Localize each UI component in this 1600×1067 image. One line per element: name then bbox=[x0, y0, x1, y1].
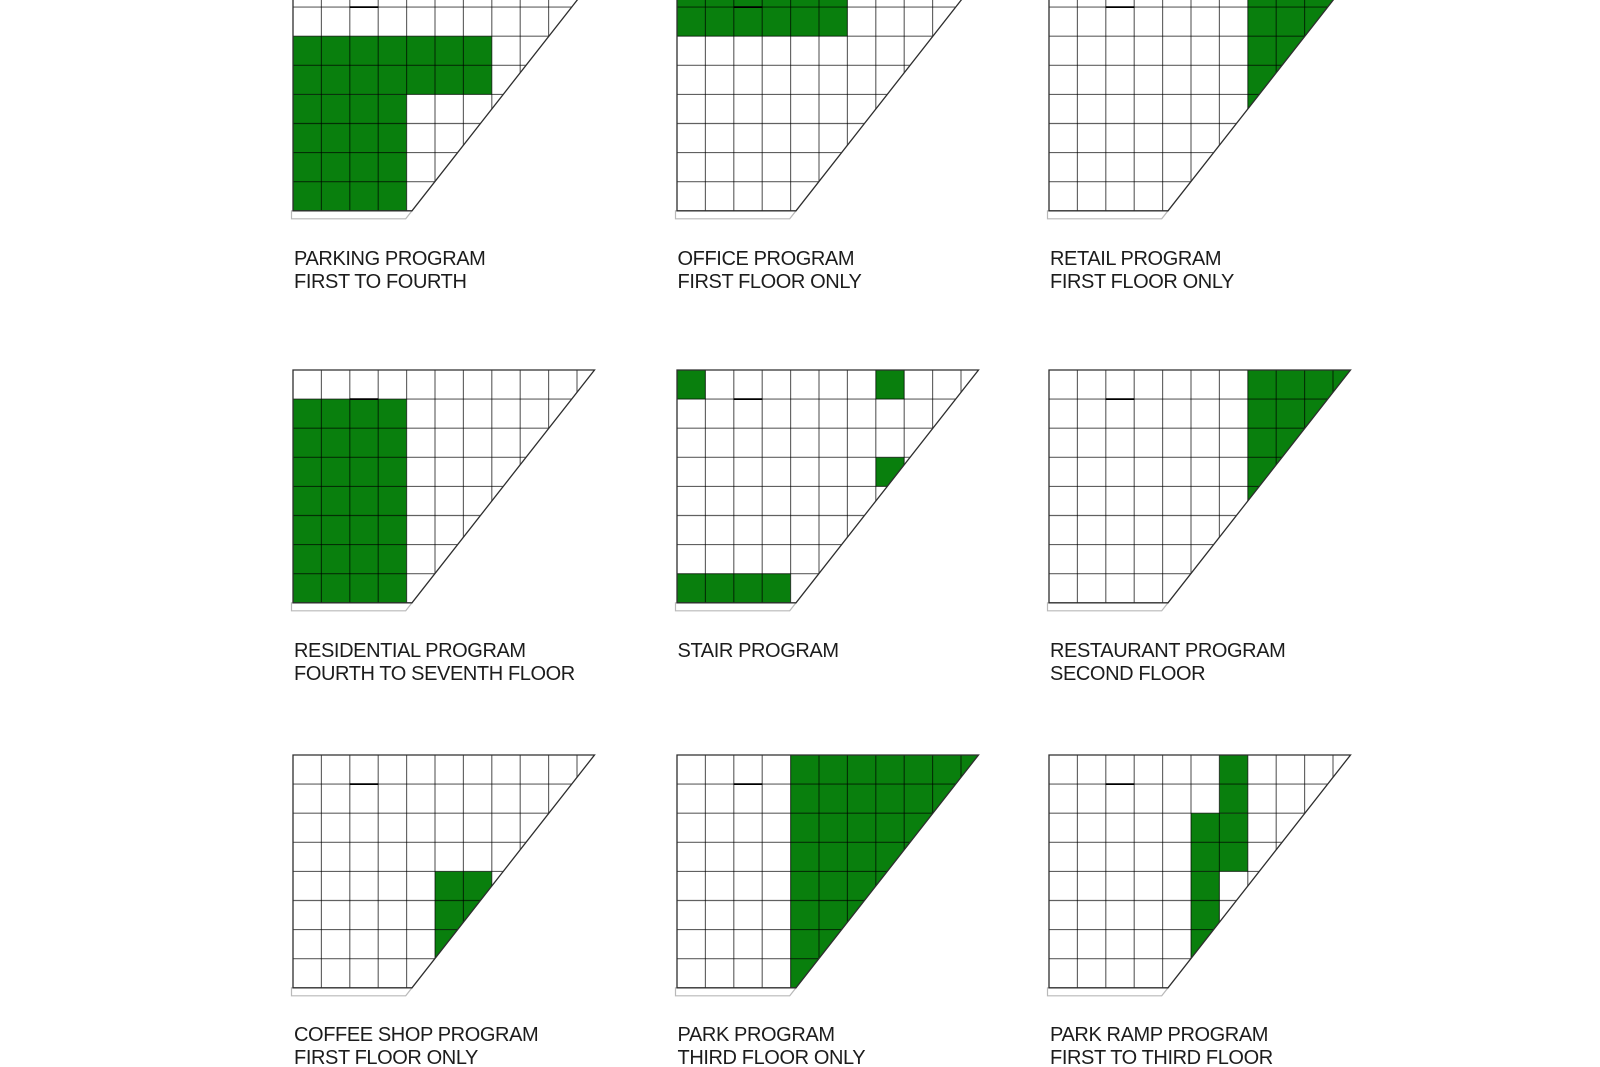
label-line: FIRST TO THIRD FLOOR bbox=[1050, 1047, 1273, 1067]
label-line: OFFICE PROGRAM bbox=[677, 248, 855, 270]
diagram-label-stair bbox=[678, 640, 1038, 663]
parking-floor-grid bbox=[289, 0, 607, 223]
office-floor-grid bbox=[673, 0, 991, 223]
retail-floor-grid bbox=[1045, 0, 1363, 223]
label-line: COFFEE SHOP PROGRAM bbox=[294, 1024, 539, 1046]
label-line: FIRST FLOOR ONLY bbox=[294, 1047, 479, 1067]
label-line: FIRST FLOOR ONLY bbox=[677, 271, 862, 294]
diagram-restaurant bbox=[1045, 366, 1363, 615]
diagram-park bbox=[673, 751, 991, 1000]
diagram-label-park-ramp bbox=[1050, 1024, 1410, 1067]
label-line: PARK RAMP PROGRAM bbox=[1050, 1024, 1269, 1046]
diagram-label-parking bbox=[294, 248, 654, 295]
label-line: FIRST FLOOR ONLY bbox=[1050, 271, 1235, 294]
diagram-label-office bbox=[678, 248, 1038, 295]
diagram-label-coffee-shop bbox=[294, 1024, 654, 1067]
floor-plate-base bbox=[292, 211, 412, 219]
label-line: SECOND FLOOR bbox=[1050, 662, 1206, 685]
restaurant-floor-grid bbox=[1045, 366, 1363, 615]
program-cell-block bbox=[1191, 871, 1219, 958]
floor-plate-base bbox=[292, 988, 412, 996]
label-line: RETAIL PROGRAM bbox=[1050, 248, 1222, 270]
diagram-parking bbox=[289, 0, 607, 223]
diagram-label-residential bbox=[294, 640, 654, 687]
park-floor-grid bbox=[673, 751, 991, 1000]
label-line: PARK PROGRAM bbox=[677, 1024, 835, 1046]
diagram-retail bbox=[1045, 0, 1363, 223]
label-line: FOURTH TO SEVENTH FLOOR bbox=[294, 662, 575, 685]
label-line: RESTAURANT PROGRAM bbox=[1050, 639, 1286, 662]
stair-floor-grid bbox=[673, 366, 991, 615]
program-cell-block bbox=[435, 930, 463, 959]
label-line: THIRD FLOOR ONLY bbox=[677, 1047, 866, 1067]
diagram-park-ramp bbox=[1045, 751, 1363, 1000]
diagram-label-retail bbox=[1050, 248, 1410, 295]
label-line: FIRST TO FOURTH bbox=[294, 271, 467, 294]
program-cell-block bbox=[875, 370, 903, 399]
label-line: RESIDENTIAL PROGRAM bbox=[294, 639, 526, 662]
floor-plate-base bbox=[675, 603, 795, 611]
floor-plate-base bbox=[1048, 603, 1168, 611]
diagram-label-restaurant bbox=[1050, 640, 1410, 687]
diagram-office bbox=[673, 0, 991, 223]
coffee-shop-floor-grid bbox=[289, 751, 607, 1000]
floor-plate-base bbox=[1048, 211, 1168, 219]
park-ramp-floor-grid bbox=[1045, 751, 1363, 1000]
diagram-stair bbox=[673, 366, 991, 615]
floor-plate-base bbox=[1048, 988, 1168, 996]
program-cell-block bbox=[677, 370, 705, 399]
floor-plate-base bbox=[675, 211, 795, 219]
label-line: STAIR PROGRAM bbox=[677, 639, 839, 662]
floor-plate-base bbox=[675, 988, 795, 996]
label-line: PARKING PROGRAM bbox=[294, 248, 486, 270]
diagram-coffee-shop bbox=[289, 751, 607, 1000]
floor-plate-base bbox=[292, 603, 412, 611]
diagram-residential bbox=[289, 366, 607, 615]
residential-floor-grid bbox=[289, 366, 607, 615]
diagram-label-park bbox=[678, 1024, 1038, 1067]
